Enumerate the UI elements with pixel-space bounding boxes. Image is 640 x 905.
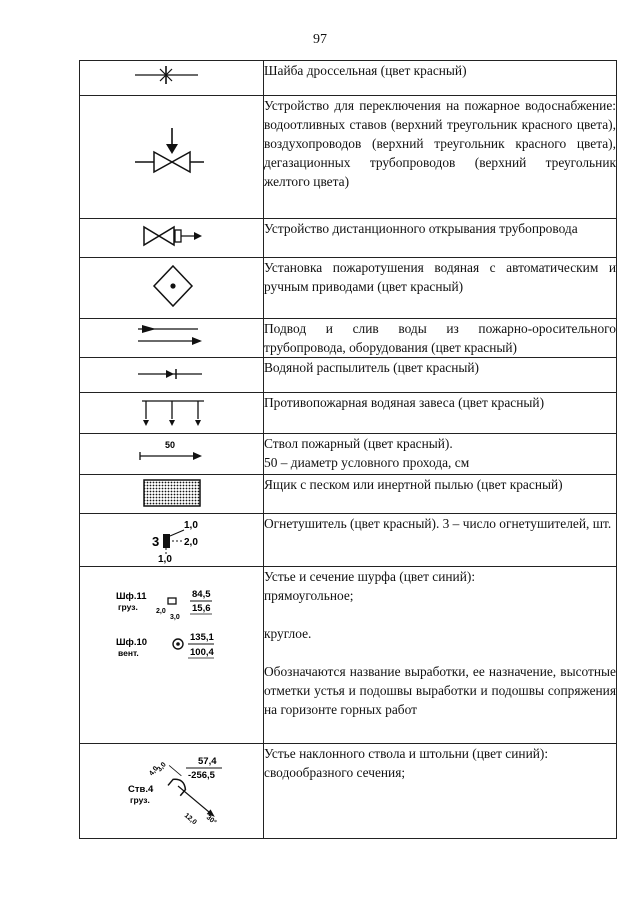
row-description: Водяной распылитель (цвет красный) bbox=[264, 358, 617, 393]
shaft-name: Ств.4 bbox=[128, 784, 154, 795]
pit-round-bottom: 100,4 bbox=[190, 647, 214, 658]
row-description: Шайба дроссельная (цвет красный) bbox=[264, 61, 617, 96]
extinguisher-symbol bbox=[80, 514, 264, 567]
shaft-dim-c: 12,0 bbox=[182, 812, 198, 827]
water-sprayer-symbol bbox=[80, 358, 264, 393]
extinguisher-top-label: 1,0 bbox=[184, 520, 198, 531]
extinguisher-count: 3 bbox=[152, 534, 160, 549]
table-row bbox=[80, 475, 617, 514]
water-extinguishing-symbol bbox=[80, 258, 264, 319]
table-row bbox=[80, 219, 617, 258]
table-row bbox=[80, 358, 617, 393]
extinguisher-bottom-label: 1,0 bbox=[158, 554, 172, 565]
shaft-top: 57,4 bbox=[198, 756, 217, 767]
table-row bbox=[80, 567, 617, 744]
throttle-washer-symbol bbox=[80, 61, 264, 96]
pit-rect-bottom: 15,6 bbox=[192, 603, 211, 614]
shaft-bottom: -256,5 bbox=[188, 770, 215, 781]
row-description: Устье наклонного ствола и штольни (цвет синий): сводообразного сечения; bbox=[264, 744, 617, 839]
pit-rect-dim-b: 3,0 bbox=[170, 614, 180, 621]
pit-rect-top: 84,5 bbox=[192, 589, 211, 600]
pit-round-top: 135,1 bbox=[190, 632, 214, 643]
extinguisher-right-label: 2,0 bbox=[184, 537, 198, 548]
table-row bbox=[80, 319, 617, 358]
shaft-angle: 30° bbox=[204, 814, 218, 827]
sand-box-symbol bbox=[80, 475, 264, 514]
row-description: Установка пожаротушения водяная с автоматическим и ручным приводами (цвет красный) bbox=[264, 258, 617, 319]
row-description: Ствол пожарный (цвет красный). 50 – диаметр условного прохода, см bbox=[264, 434, 617, 475]
row-description: Устройство для переключения на пожарное водоснабжение: водоотливных ставов (верхний треугольник красного цвета), воздухопроводов (верхний треугольник красного цвета), дегазационных трубопроводов (верхний треугольник желтого цвета) bbox=[264, 96, 617, 219]
table-row bbox=[80, 744, 617, 839]
table-row bbox=[80, 258, 617, 319]
water-curtain-symbol bbox=[80, 393, 264, 434]
inclined-shaft-symbol bbox=[80, 744, 264, 839]
nozzle-diameter-label: 50 bbox=[164, 440, 176, 450]
table-row bbox=[80, 514, 617, 567]
pit-rect-purpose: груз. bbox=[118, 602, 138, 612]
row-description: Огнетушитель (цвет красный). 3 – число огнетушителей, шт. bbox=[264, 514, 617, 567]
row-description: Устье и сечение шурфа (цвет синий): прямоугольное; круглое. Обозначаются название выработки, ее назначение, высотные отметки устья и подошвы выработки и подошвы сопряжения на горизонте горных работ bbox=[264, 567, 617, 744]
row-description: Противопожарная водяная завеса (цвет красный) bbox=[264, 393, 617, 434]
fire-nozzle-symbol bbox=[80, 434, 264, 475]
shaft-dim-b: 3,0 bbox=[156, 761, 168, 774]
row-description: Ящик с песком или инертной пылью (цвет красный) bbox=[264, 475, 617, 514]
table-row bbox=[80, 61, 617, 96]
pit-rect-dim-a: 2,0 bbox=[156, 608, 166, 615]
fire-water-switch-symbol bbox=[80, 96, 264, 219]
pit-round-name: Шф.10 bbox=[116, 637, 148, 648]
pit-section-symbol bbox=[80, 567, 264, 744]
row-description: Подвод и слив воды из пожарно-оросительного трубопровода, оборудования (цвет красный) bbox=[264, 319, 617, 358]
table-row bbox=[80, 393, 617, 434]
table-row bbox=[80, 96, 617, 219]
pit-rect-name: Шф.11 bbox=[116, 591, 147, 602]
legend-table bbox=[79, 60, 617, 839]
shaft-purpose: груз. bbox=[130, 795, 150, 805]
pit-round-purpose: вент. bbox=[118, 648, 139, 658]
remote-opening-symbol bbox=[80, 219, 264, 258]
row-description: Устройство дистанционного открывания трубопровода bbox=[264, 219, 617, 258]
page-number: 97 bbox=[313, 32, 327, 47]
shaft-dim-a: 4,0 bbox=[148, 765, 160, 778]
table-row bbox=[80, 434, 617, 475]
supply-drain-symbol bbox=[80, 319, 264, 358]
